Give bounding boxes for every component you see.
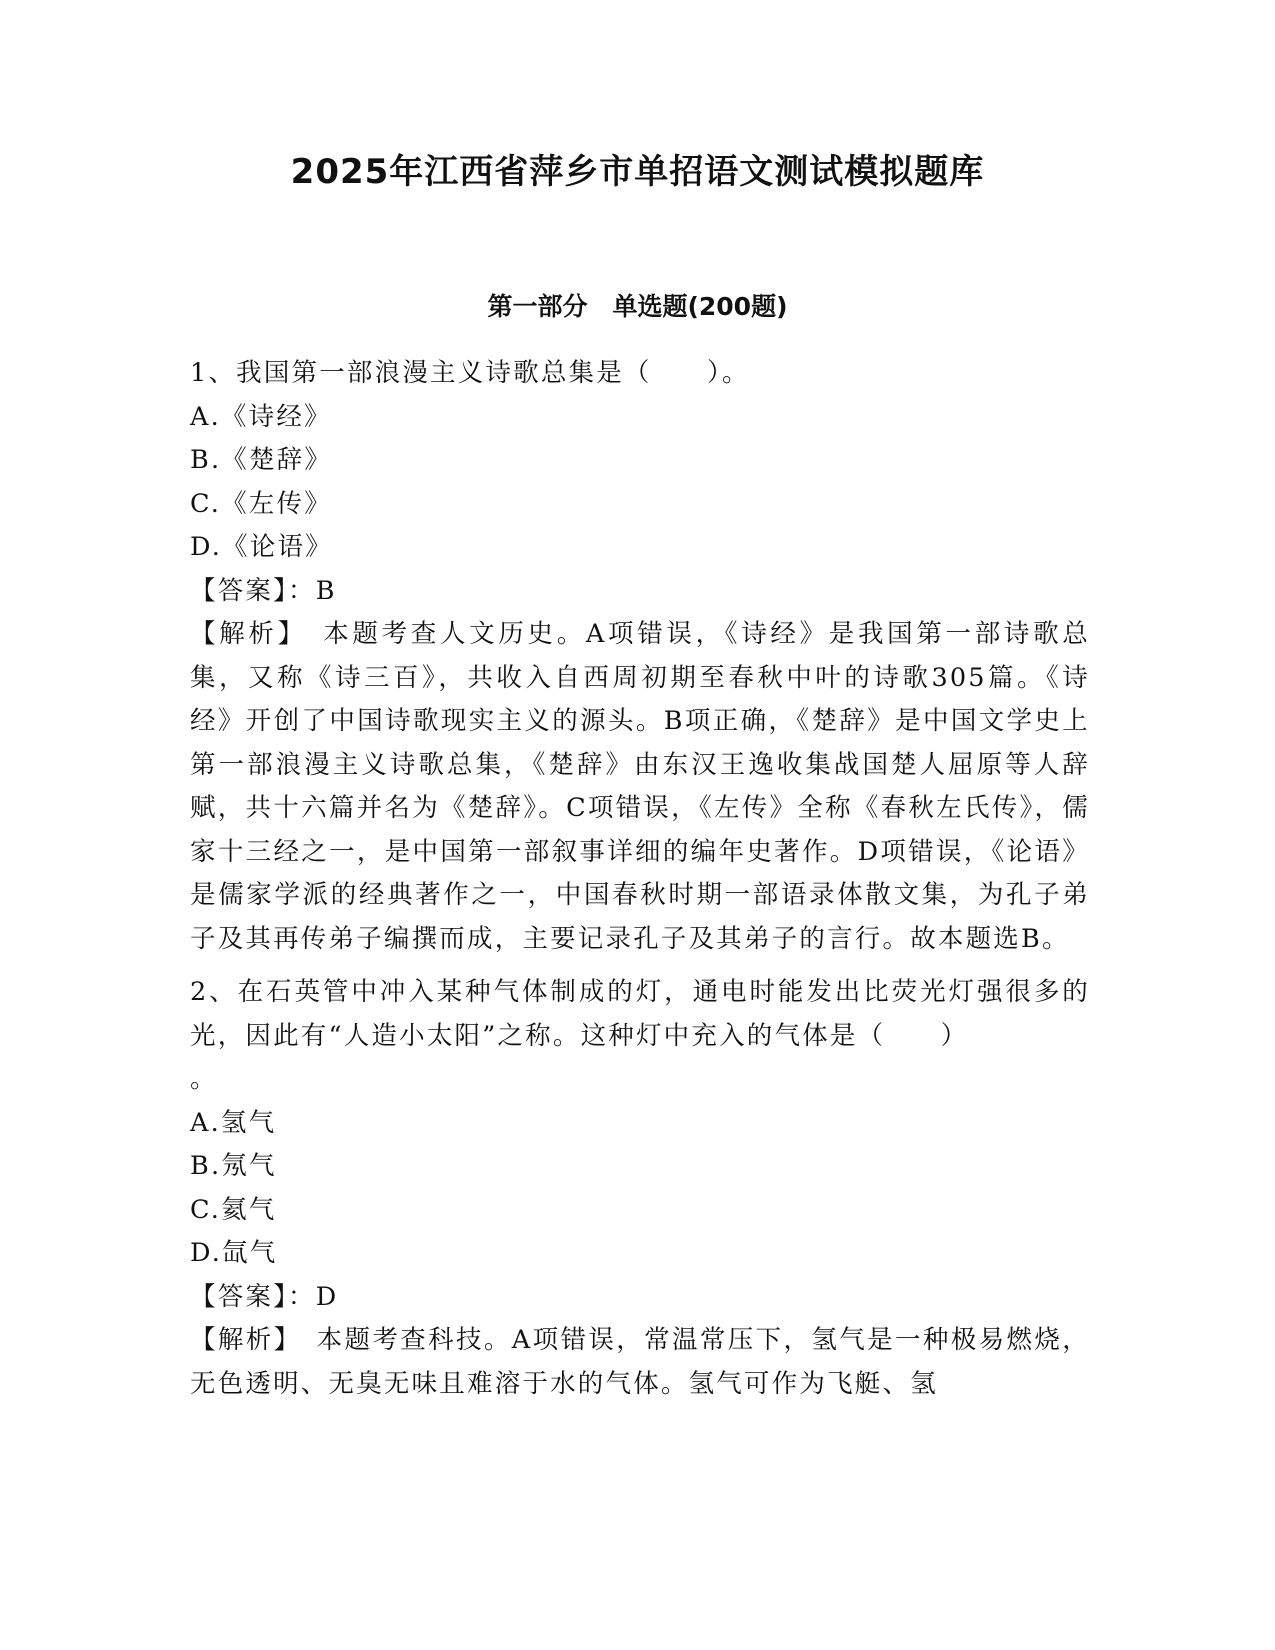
analysis-text: 【解析】 本题考查人文历史。A项错误，《诗经》是我国第一部诗歌总集，又称《诗三百》，共收入自西周初期至春秋中叶的诗歌305篇。《诗经》开创了中国诗歌现实主义的源头。B项正确，《楚辞》是中国文学史上第一部浪漫主义诗歌总集，《楚辞》由东汉王逸收集战国楚人屈原等人辞赋，共十六篇并名为《楚辞》。C项错误，《左传》全称《春秋左氏传》，儒家十三经之一，是中国第一部叙事详细的编年史著作。D项错误，《论语》是儒家学派的经典著作之一，中国春秋时期一部语录体散文集，为孔子弟子及其再传弟子编撰而成，主要记录孔子及其弟子的言行。故本题选B。 xyxy=(190,619,1090,954)
analysis-text: 【解析】 本题考查科技。A项错误，常温常压下，氢气是一种极易燃烧，无色透明、无臭无味且难溶于水的气体。氢气可作为飞艇、氢 xyxy=(190,1325,1090,1399)
option-c: C.《左传》 xyxy=(190,488,332,519)
question-stem-tail: 。 xyxy=(190,1064,218,1094)
option-c: C.氦气 xyxy=(190,1194,277,1225)
option-d: D.氙气 xyxy=(190,1238,278,1268)
question-item xyxy=(190,352,1090,961)
question-stem: 1、我国第一部浪漫主义诗歌总集是（ ）。 xyxy=(190,358,750,388)
section-heading: 第一部分 单选题(200题) xyxy=(487,292,788,321)
option-b: B.氖气 xyxy=(190,1151,277,1181)
option-b: B.《楚辞》 xyxy=(190,445,333,475)
answer-line: 【答案】：B xyxy=(190,575,337,606)
question-item xyxy=(190,971,1090,1406)
question-list xyxy=(190,352,1090,1406)
option-d: D.《论语》 xyxy=(190,532,333,562)
document-title: 2025年江西省萍乡市单招语文测试模拟题库 xyxy=(290,152,985,192)
option-a: A.氢气 xyxy=(190,1107,277,1138)
answer-line: 【答案】：D xyxy=(190,1281,339,1312)
option-a: A.《诗经》 xyxy=(190,401,332,432)
question-stem: 2、在石英管中冲入某种气体制成的灯，通电时能发出比荧光灯强很多的光，因此有“人造小太阳”之称。这种灯中充入的气体是（ ） xyxy=(190,977,1090,1051)
